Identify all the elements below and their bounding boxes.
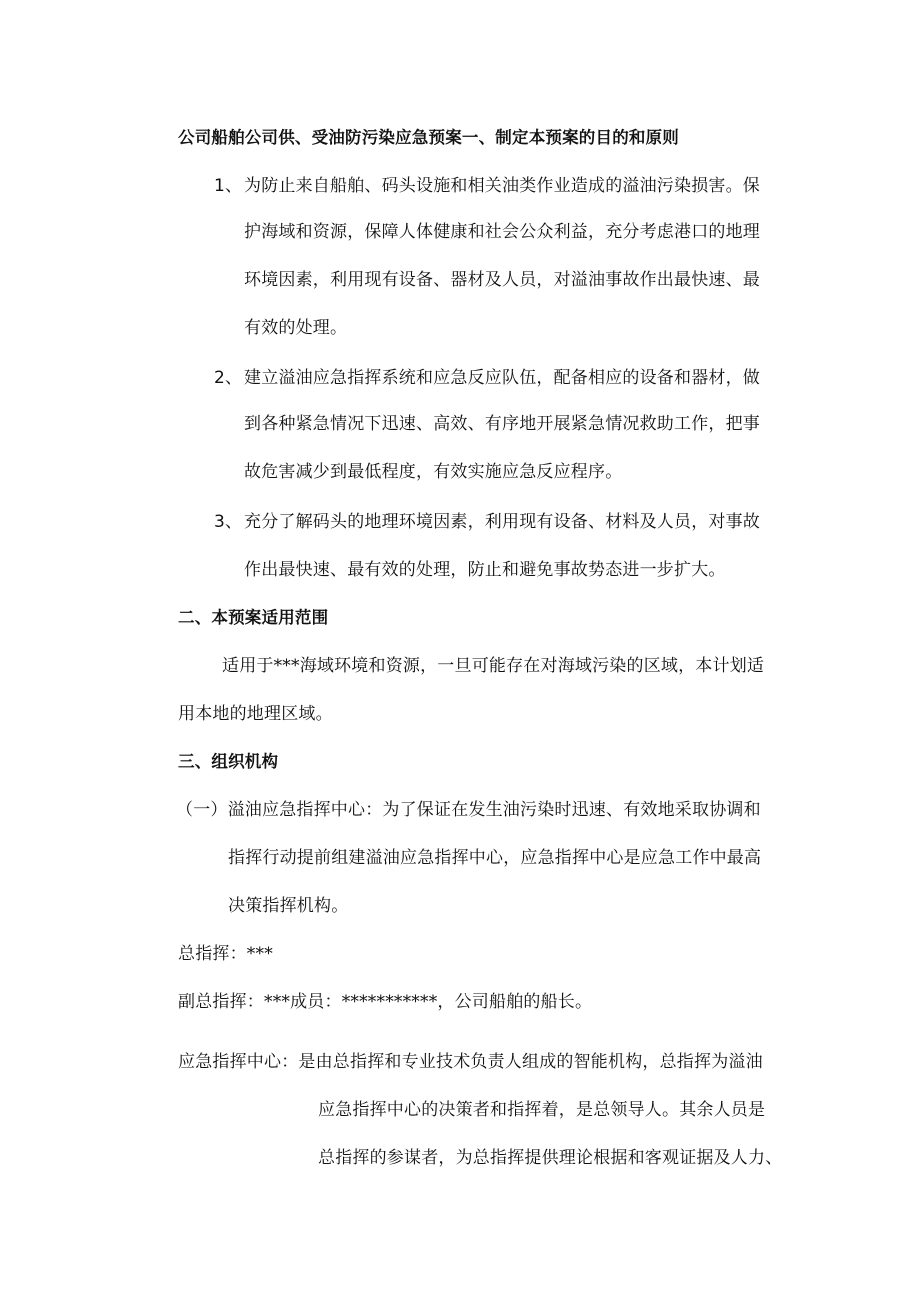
sub-1-line-3: 决策指挥机构。 <box>228 896 349 916</box>
item-1-line-2: 护海域和资源，保障人体健康和社会公众利益，充分考虑港口的地理 <box>244 222 760 242</box>
commander-line: 总指挥：*** <box>178 944 273 964</box>
item-2-line-3: 故危害减少到最低程度，有效实施应急反应程序。 <box>244 462 623 482</box>
item-1-line-3: 环境因素，利用现有设备、器材及人员，对溢油事故作出最快速、最 <box>244 270 760 290</box>
center-line-2: 应急指挥中心的决策者和指挥着，是总领导人。其余人员是 <box>318 1100 766 1120</box>
section-2-line-1: 适用于***海域环境和资源，一旦可能存在对海域污染的区域，本计划适 <box>222 656 765 676</box>
item-3-line-1: 充分了解码头的地理环境因素，利用现有设备、材料及人员，对事故 <box>244 512 760 532</box>
sub-1-line-1: （一）溢油应急指挥中心：为了保证在发生油污染时迅速、有效地采取协调和 <box>176 800 761 820</box>
item-1-line-4: 有效的处理。 <box>244 318 348 338</box>
item-1-number: 1、 <box>214 176 243 196</box>
deputy-line: 副总指挥：***成员：***********，公司船舶的船长。 <box>178 992 593 1012</box>
item-2-number: 2、 <box>214 368 243 388</box>
item-2-line-2: 到各种紧急情况下迅速、高效、有序地开展紧急情况救助工作，把事 <box>244 414 760 434</box>
document-title: 公司船舶公司供、受油防污染应急预案一、制定本预案的目的和原则 <box>178 128 679 147</box>
sub-1-line-2: 指挥行动提前组建溢油应急指挥中心，应急指挥中心是应急工作中最高 <box>228 848 762 868</box>
section-2-heading: 二、本预案适用范围 <box>178 608 329 627</box>
item-3-number: 3、 <box>214 512 243 532</box>
item-1-line-1: 为防止来自船舶、码头设施和相关油类作业造成的溢油污染损害。保 <box>244 176 760 196</box>
section-3-heading: 三、组织机构 <box>178 752 279 771</box>
section-2-line-2: 用本地的地理区域。 <box>178 704 333 724</box>
center-line-3: 总指挥的参谋者，为总指挥提供理论根据和客观证据及人力、 <box>318 1148 783 1168</box>
item-2-line-1: 建立溢油应急指挥系统和应急反应队伍，配备相应的设备和器材，做 <box>244 368 760 388</box>
center-line-1: 应急指挥中心：是由总指挥和专业技术负责人组成的智能机构，总指挥为溢油 <box>178 1052 763 1072</box>
item-3-line-2: 作出最快速、最有效的处理，防止和避免事故势态进一步扩大。 <box>244 560 726 580</box>
